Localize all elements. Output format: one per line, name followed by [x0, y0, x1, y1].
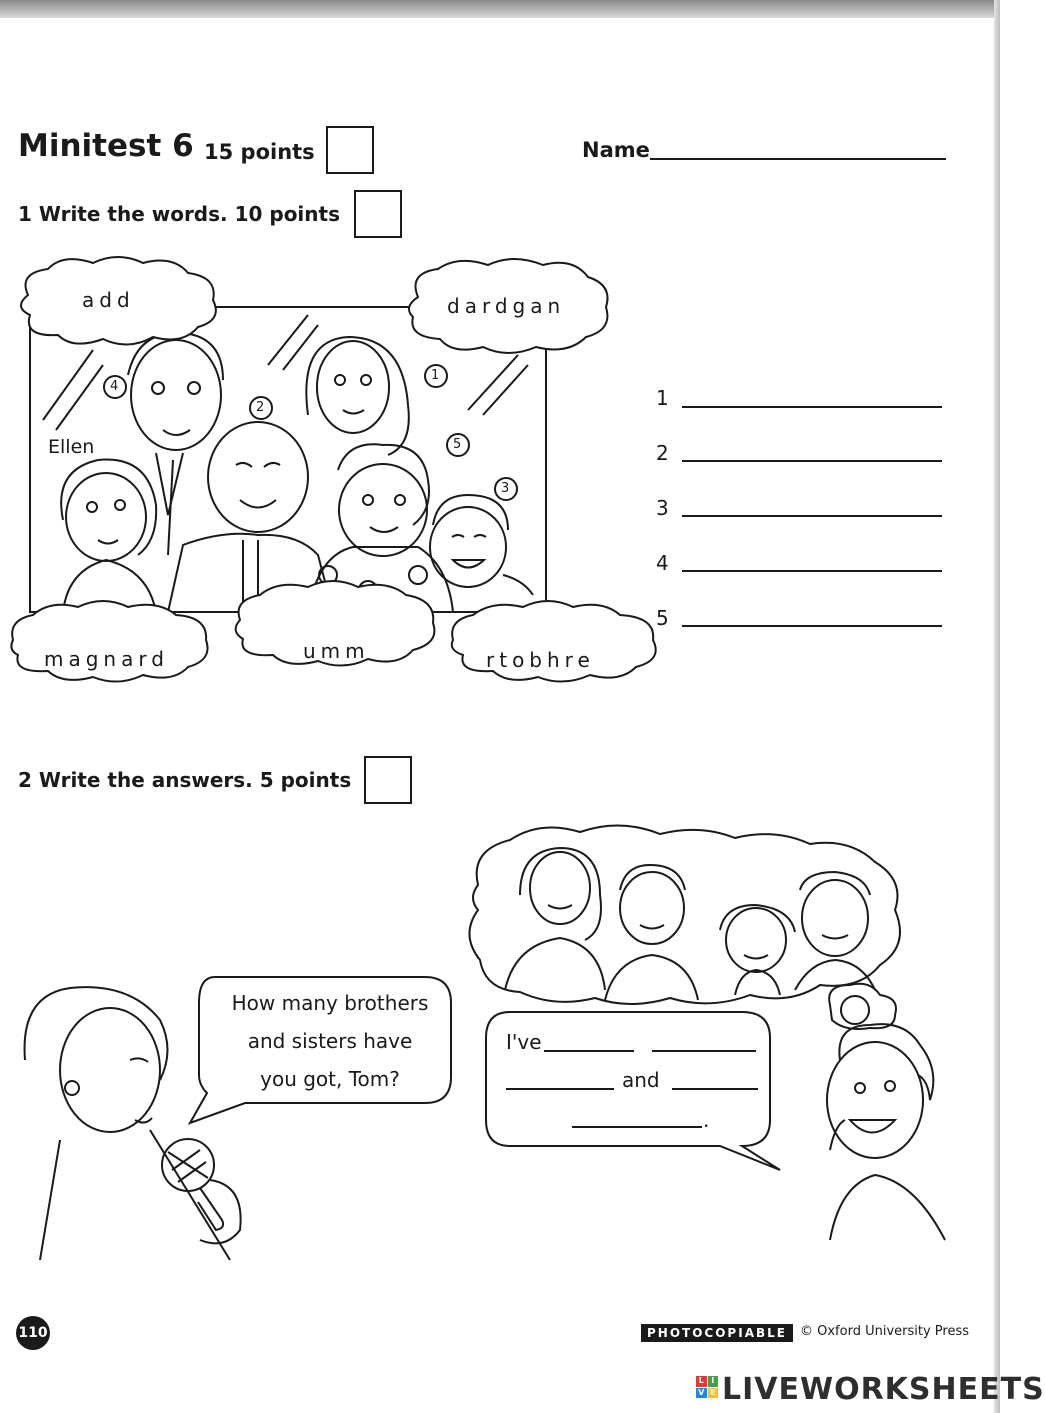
picture-number-4: 4	[110, 379, 119, 394]
answer-line-3[interactable]	[682, 515, 942, 517]
answer-number-2: 2	[656, 441, 669, 465]
scan-edge-right	[994, 0, 1000, 1413]
reply-and: and	[622, 1068, 660, 1092]
exercise-1-score-box[interactable]	[354, 190, 402, 238]
reply-end: .	[703, 1108, 710, 1132]
reply-blank-5[interactable]	[572, 1126, 702, 1128]
name-field[interactable]	[650, 158, 946, 160]
grandmother-face	[339, 464, 427, 556]
boy-face	[430, 507, 506, 587]
scrambled-word-2: dardgan	[447, 294, 566, 318]
picture-number-1: 1	[431, 368, 440, 383]
picture-number-5: 5	[453, 437, 462, 452]
logo-letter-e: E	[708, 1388, 719, 1399]
scrambled-word-4: umm	[303, 639, 370, 663]
grandmother-hair	[338, 444, 429, 525]
answer-number-5: 5	[656, 606, 669, 630]
scrambled-word-5: rtobhre	[486, 648, 595, 672]
answer-line-4[interactable]	[682, 570, 942, 572]
tom-face	[827, 1042, 923, 1158]
question-text	[205, 984, 455, 1098]
scrambled-word-3: magnard	[44, 647, 169, 671]
reply-blank-1[interactable]	[544, 1050, 634, 1052]
answer-line-5[interactable]	[682, 625, 942, 627]
worksheet-title: Minitest 6	[18, 128, 194, 164]
reply-start: I've	[506, 1030, 542, 1054]
photocopiable-badge: PHOTOCOPIABLE	[641, 1324, 793, 1342]
grandfather-face	[208, 422, 308, 532]
exercise-2-score-box[interactable]	[364, 756, 412, 804]
father-face	[131, 340, 221, 450]
picture-number-2: 2	[256, 400, 265, 415]
exercise-1-heading: 1 Write the words. 10 points	[18, 202, 340, 226]
answer-number-4: 4	[656, 551, 669, 575]
question-line-1: How many brothers	[231, 991, 429, 1015]
interviewer-hair	[25, 987, 168, 1080]
exercise-2-heading: 2 Write the answers. 5 points	[18, 768, 352, 792]
picture-number-3: 3	[501, 481, 510, 496]
question-line-3: you got, Tom?	[260, 1067, 400, 1091]
mother-face	[317, 341, 389, 433]
logo-letter-i: I	[708, 1376, 719, 1387]
answer-line-2[interactable]	[682, 460, 942, 462]
total-points: 15 points	[204, 140, 315, 164]
total-score-box[interactable]	[326, 126, 374, 174]
interviewer-face	[60, 1008, 160, 1132]
liveworksheets-brand: LIVEWORKSHEETS	[722, 1372, 1045, 1407]
answer-number-3: 3	[656, 496, 669, 520]
reply-blank-2[interactable]	[652, 1050, 756, 1052]
question-line-2: and sisters have	[247, 1029, 413, 1053]
publisher-credit: © Oxford University Press	[800, 1324, 970, 1339]
scan-edge-top	[0, 0, 1000, 18]
ellen-face	[66, 473, 146, 561]
ellen-label: Ellen	[48, 436, 95, 458]
mother-hair	[306, 337, 409, 455]
liveworksheets-logo-icon	[696, 1376, 718, 1398]
name-label: Name	[582, 138, 650, 162]
reply-blank-3[interactable]	[506, 1088, 614, 1090]
reply-blank-4[interactable]	[672, 1088, 758, 1090]
page-number: 110	[16, 1316, 50, 1350]
logo-letter-l: L	[696, 1376, 707, 1387]
answer-number-1: 1	[656, 386, 669, 410]
scrambled-word-1: add	[82, 288, 135, 312]
thought-cloud	[469, 825, 900, 1004]
logo-letter-v: V	[696, 1388, 707, 1399]
answer-line-1[interactable]	[682, 406, 942, 408]
boy-hair	[433, 495, 508, 530]
